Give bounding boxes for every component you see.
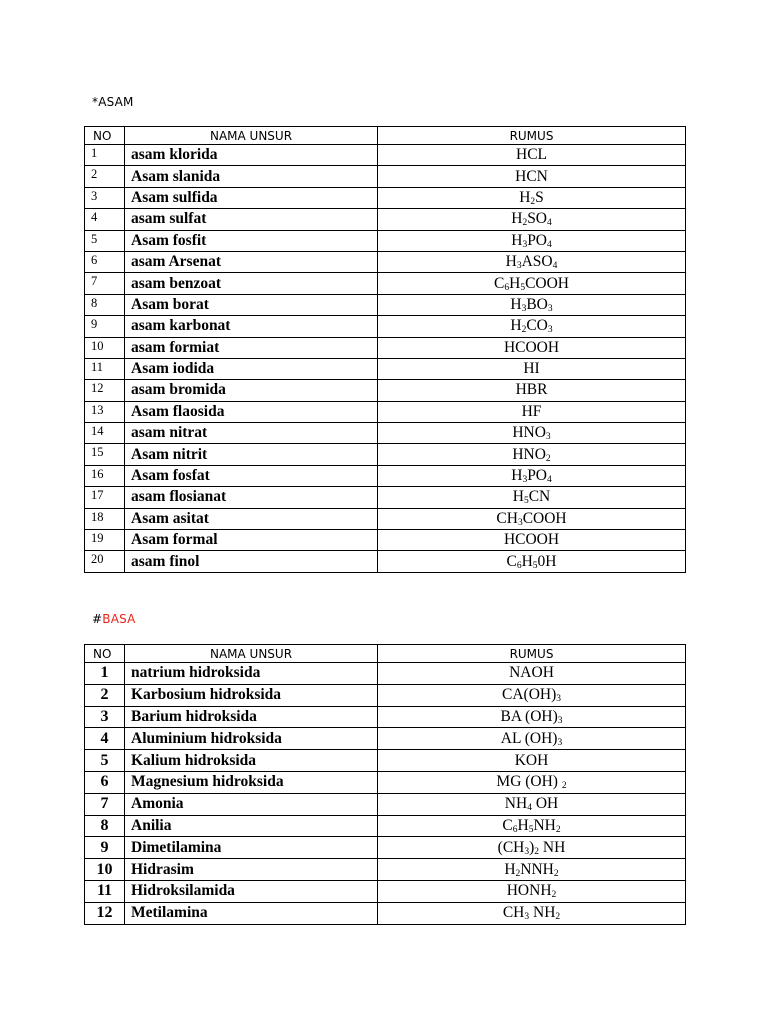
rumus-subscript: 5: [532, 560, 538, 571]
rumus-text: HCOOH: [503, 531, 560, 549]
row-number: 8: [85, 294, 125, 315]
asam-row: [85, 551, 686, 572]
rumus-subscript: 2: [530, 196, 536, 207]
rumus-cell: [378, 145, 686, 166]
nama-unsur-cell: asam karbonat: [125, 316, 378, 337]
row-number: 1: [85, 663, 125, 685]
column-header-no: NO: [85, 645, 125, 663]
asam-row: [85, 273, 686, 294]
rumus-cell: [378, 859, 686, 881]
rumus-text: HNO: [512, 445, 546, 463]
rumus-subscript: 4: [547, 218, 552, 229]
nama-unsur-cell: natrium hidroksida: [125, 663, 378, 685]
rumus-cell: [378, 837, 686, 859]
nama-unsur-cell: Asam slanida: [125, 166, 378, 187]
rumus-text: MG (OH): [496, 773, 562, 791]
row-number: 16: [85, 465, 125, 486]
rumus-text: CH: [496, 509, 518, 527]
rumus-text: SO: [527, 210, 548, 228]
row-number: 9: [85, 837, 125, 859]
rumus-text: PO: [527, 467, 548, 485]
rumus-text: (CH: [497, 838, 525, 856]
rumus-text: H: [510, 295, 522, 313]
rumus-text: CA(OH): [502, 686, 557, 704]
basa-row: [85, 771, 686, 793]
asam-row: [85, 316, 686, 337]
rumus-text: COOH: [525, 274, 569, 292]
asam-row: [85, 423, 686, 444]
rumus-text: CO: [526, 317, 548, 335]
asam-row: [85, 251, 686, 272]
rumus-cell: [378, 771, 686, 793]
rumus-cell: [378, 166, 686, 187]
nama-unsur-cell: Asam fosfit: [125, 230, 378, 251]
row-number: 12: [85, 902, 125, 924]
rumus-cell: [378, 337, 686, 358]
row-number: 6: [85, 251, 125, 272]
nama-unsur-cell: asam formiat: [125, 337, 378, 358]
nama-unsur-cell: asam bromida: [125, 380, 378, 401]
rumus-cell: [378, 273, 686, 294]
rumus-cell: [378, 684, 686, 706]
nama-unsur-cell: Barium hidroksida: [125, 706, 378, 728]
rumus-text: C: [494, 274, 505, 292]
nama-unsur-cell: Anilia: [125, 815, 378, 837]
rumus-cell: [378, 706, 686, 728]
rumus-subscript: 3: [521, 303, 527, 314]
table-header-row: [85, 645, 686, 663]
nama-unsur-cell: Metilamina: [125, 902, 378, 924]
nama-unsur-cell: Kalium hidroksida: [125, 750, 378, 772]
row-number: 11: [85, 358, 125, 379]
basa-row: [85, 750, 686, 772]
row-number: 14: [85, 423, 125, 444]
basa-table: [84, 644, 686, 925]
rumus-text: BA (OH): [500, 707, 558, 725]
rumus-cell: [378, 316, 686, 337]
basa-table-body: [85, 663, 686, 925]
column-header-rumus: RUMUS: [378, 127, 686, 145]
rumus-cell: [378, 902, 686, 924]
nama-unsur-cell: asam benzoat: [125, 273, 378, 294]
nama-unsur-cell: Hidrasim: [125, 859, 378, 881]
asam-row: [85, 294, 686, 315]
rumus-cell: [378, 815, 686, 837]
rumus-subscript: 6: [504, 282, 510, 293]
row-number: 7: [85, 273, 125, 294]
nama-unsur-cell: Asam fosfat: [125, 465, 378, 486]
rumus-text: OH: [531, 795, 559, 813]
asam-row: [85, 487, 686, 508]
rumus-text: NAOH: [509, 664, 554, 682]
rumus-subscript: 3: [557, 737, 563, 748]
rumus-cell: [378, 423, 686, 444]
row-number: 2: [85, 684, 125, 706]
basa-row: [85, 837, 686, 859]
row-number: 3: [85, 187, 125, 208]
nama-unsur-cell: asam klorida: [125, 145, 378, 166]
rumus-text: H: [517, 816, 529, 834]
row-number: 13: [85, 401, 125, 422]
asam-row: [85, 145, 686, 166]
asam-row: [85, 380, 686, 401]
table-header-row: [85, 127, 686, 145]
rumus-text: BO: [526, 295, 548, 313]
rumus-text: PO: [527, 231, 548, 249]
rumus-text: H: [511, 467, 523, 485]
basa-row: [85, 880, 686, 902]
rumus-subscript: 3: [522, 239, 528, 250]
row-number: 6: [85, 771, 125, 793]
nama-unsur-cell: Asam borat: [125, 294, 378, 315]
basa-row: [85, 793, 686, 815]
rumus-text: H: [511, 231, 523, 249]
rumus-subscript: 2: [522, 218, 528, 229]
rumus-cell: [378, 793, 686, 815]
rumus-text: CN: [528, 488, 551, 506]
rumus-text: S: [535, 188, 544, 206]
rumus-text: NH: [529, 904, 556, 922]
nama-unsur-cell: Asam nitrit: [125, 444, 378, 465]
rumus-subscript: 3: [524, 846, 530, 857]
rumus-subscript: 3: [524, 912, 530, 923]
nama-unsur-cell: Magnesium hidroksida: [125, 771, 378, 793]
rumus-subscript: 6: [516, 560, 522, 571]
rumus-text: C: [502, 816, 513, 834]
row-number: 12: [85, 380, 125, 401]
rumus-text: NH: [539, 838, 566, 856]
nama-unsur-cell: Asam iodida: [125, 358, 378, 379]
row-number: 10: [85, 859, 125, 881]
asam-row: [85, 358, 686, 379]
rumus-text: H: [509, 274, 521, 292]
rumus-subscript: 3: [517, 517, 523, 528]
row-number: 5: [85, 750, 125, 772]
rumus-text: H: [521, 552, 533, 570]
rumus-subscript: 3: [545, 432, 551, 443]
asam-row: [85, 465, 686, 486]
asam-heading: *ASAM: [92, 95, 134, 109]
row-number: 5: [85, 230, 125, 251]
nama-unsur-cell: Asam asitat: [125, 508, 378, 529]
rumus-subscript: 4: [552, 261, 558, 272]
rumus-subscript: 4: [547, 239, 552, 250]
rumus-cell: [378, 530, 686, 551]
column-header-nama-unsur: NAMA UNSUR: [125, 127, 378, 145]
basa-row: [85, 663, 686, 685]
basa-row: [85, 859, 686, 881]
nama-unsur-cell: asam Arsenat: [125, 251, 378, 272]
basa-row: [85, 706, 686, 728]
rumus-text: H: [519, 188, 531, 206]
row-number: 1: [85, 145, 125, 166]
rumus-cell: [378, 465, 686, 486]
rumus-text: HONH: [506, 882, 552, 900]
nama-unsur-cell: Amonia: [125, 793, 378, 815]
rumus-text: ): [529, 838, 535, 856]
rumus-cell: [378, 187, 686, 208]
row-number: 3: [85, 706, 125, 728]
rumus-cell: [378, 251, 686, 272]
rumus-subscript: 4: [547, 475, 552, 486]
basa-row: [85, 902, 686, 924]
nama-unsur-cell: Hidroksilamida: [125, 880, 378, 902]
rumus-text: HF: [521, 402, 542, 420]
rumus-cell: [378, 380, 686, 401]
asam-table: [84, 126, 686, 573]
asam-row: [85, 530, 686, 551]
rumus-text: H: [510, 317, 522, 335]
rumus-text: HCL: [516, 146, 547, 164]
rumus-cell: [378, 880, 686, 902]
asam-table-body: [85, 145, 686, 573]
rumus-subscript: 3: [516, 261, 522, 272]
row-number: 4: [85, 209, 125, 230]
asam-row: [85, 444, 686, 465]
rumus-text: NH: [504, 795, 528, 813]
rumus-text: 0H: [537, 552, 557, 570]
nama-unsur-cell: Aluminium hidroksida: [125, 728, 378, 750]
asam-row: [85, 508, 686, 529]
rumus-subscript: 3: [547, 303, 553, 314]
nama-unsur-cell: asam finol: [125, 551, 378, 572]
rumus-subscript: 5: [523, 496, 529, 507]
basa-row: [85, 684, 686, 706]
row-number: 17: [85, 487, 125, 508]
rumus-cell: [378, 230, 686, 251]
row-number: 2: [85, 166, 125, 187]
rumus-subscript: 5: [528, 824, 534, 835]
rumus-text: H: [505, 253, 517, 271]
rumus-text: NNH: [520, 860, 554, 878]
rumus-subscript: 3: [547, 325, 553, 336]
asam-row: [85, 230, 686, 251]
rumus-subscript: 3: [556, 694, 561, 705]
row-number: 11: [85, 880, 125, 902]
asam-row: [85, 337, 686, 358]
rumus-text: HNO: [512, 424, 546, 442]
nama-unsur-cell: Asam formal: [125, 530, 378, 551]
rumus-text: AL (OH): [500, 729, 558, 747]
nama-unsur-cell: asam sulfat: [125, 209, 378, 230]
rumus-cell: [378, 551, 686, 572]
rumus-subscript: 2: [521, 325, 527, 336]
rumus-cell: [378, 750, 686, 772]
nama-unsur-cell: Dimetilamina: [125, 837, 378, 859]
column-header-rumus: RUMUS: [378, 645, 686, 663]
rumus-text: H: [504, 860, 516, 878]
rumus-text: ASO: [521, 253, 553, 271]
rumus-text: HCN: [515, 167, 548, 185]
rumus-cell: [378, 728, 686, 750]
rumus-cell: [378, 294, 686, 315]
row-number: 10: [85, 337, 125, 358]
row-number: 9: [85, 316, 125, 337]
rumus-text: HI: [523, 360, 540, 378]
rumus-text: COOH: [522, 509, 567, 527]
row-number: 8: [85, 815, 125, 837]
rumus-subscript: 2: [534, 846, 540, 857]
rumus-cell: [378, 401, 686, 422]
nama-unsur-cell: asam flosianat: [125, 487, 378, 508]
rumus-text: CH: [502, 904, 525, 922]
rumus-text: H: [512, 488, 524, 506]
basa-row: [85, 728, 686, 750]
asam-row: [85, 187, 686, 208]
rumus-subscript: 2: [553, 868, 559, 879]
row-number: 7: [85, 793, 125, 815]
nama-unsur-cell: asam nitrat: [125, 423, 378, 444]
nama-unsur-cell: Karbosium hidroksida: [125, 684, 378, 706]
basa-heading-word: BASA: [102, 612, 136, 626]
row-number: 20: [85, 551, 125, 572]
rumus-text: NH: [533, 816, 556, 834]
rumus-text: KOH: [514, 751, 549, 769]
rumus-cell: [378, 663, 686, 685]
row-number: 18: [85, 508, 125, 529]
rumus-cell: [378, 508, 686, 529]
rumus-subscript: 2: [545, 453, 551, 464]
rumus-text: C: [506, 552, 517, 570]
row-number: 4: [85, 728, 125, 750]
rumus-subscript: 2: [561, 781, 567, 792]
row-number: 15: [85, 444, 125, 465]
rumus-cell: [378, 358, 686, 379]
rumus-subscript: 6: [512, 824, 518, 835]
basa-row: [85, 815, 686, 837]
asam-row: [85, 401, 686, 422]
basa-heading: [92, 612, 136, 626]
basa-heading-prefix: #: [92, 612, 103, 626]
rumus-subscript: 2: [515, 868, 521, 879]
rumus-subscript: 3: [557, 715, 563, 726]
rumus-cell: [378, 487, 686, 508]
column-header-no: NO: [85, 127, 125, 145]
rumus-subscript: 5: [520, 282, 526, 293]
rumus-subscript: 3: [522, 475, 528, 486]
row-number: 19: [85, 530, 125, 551]
rumus-text: HCOOH: [503, 338, 560, 356]
rumus-subscript: 2: [551, 890, 557, 901]
rumus-text: HBR: [515, 381, 548, 399]
rumus-cell: [378, 444, 686, 465]
asam-row: [85, 166, 686, 187]
rumus-subscript: 2: [555, 912, 561, 923]
asam-row: [85, 209, 686, 230]
nama-unsur-cell: Asam flaosida: [125, 401, 378, 422]
nama-unsur-cell: Asam sulfida: [125, 187, 378, 208]
rumus-subscript: 2: [555, 824, 561, 835]
column-header-nama-unsur: NAMA UNSUR: [125, 645, 378, 663]
rumus-cell: [378, 209, 686, 230]
rumus-subscript: 4: [527, 803, 532, 814]
rumus-text: H: [511, 210, 523, 228]
